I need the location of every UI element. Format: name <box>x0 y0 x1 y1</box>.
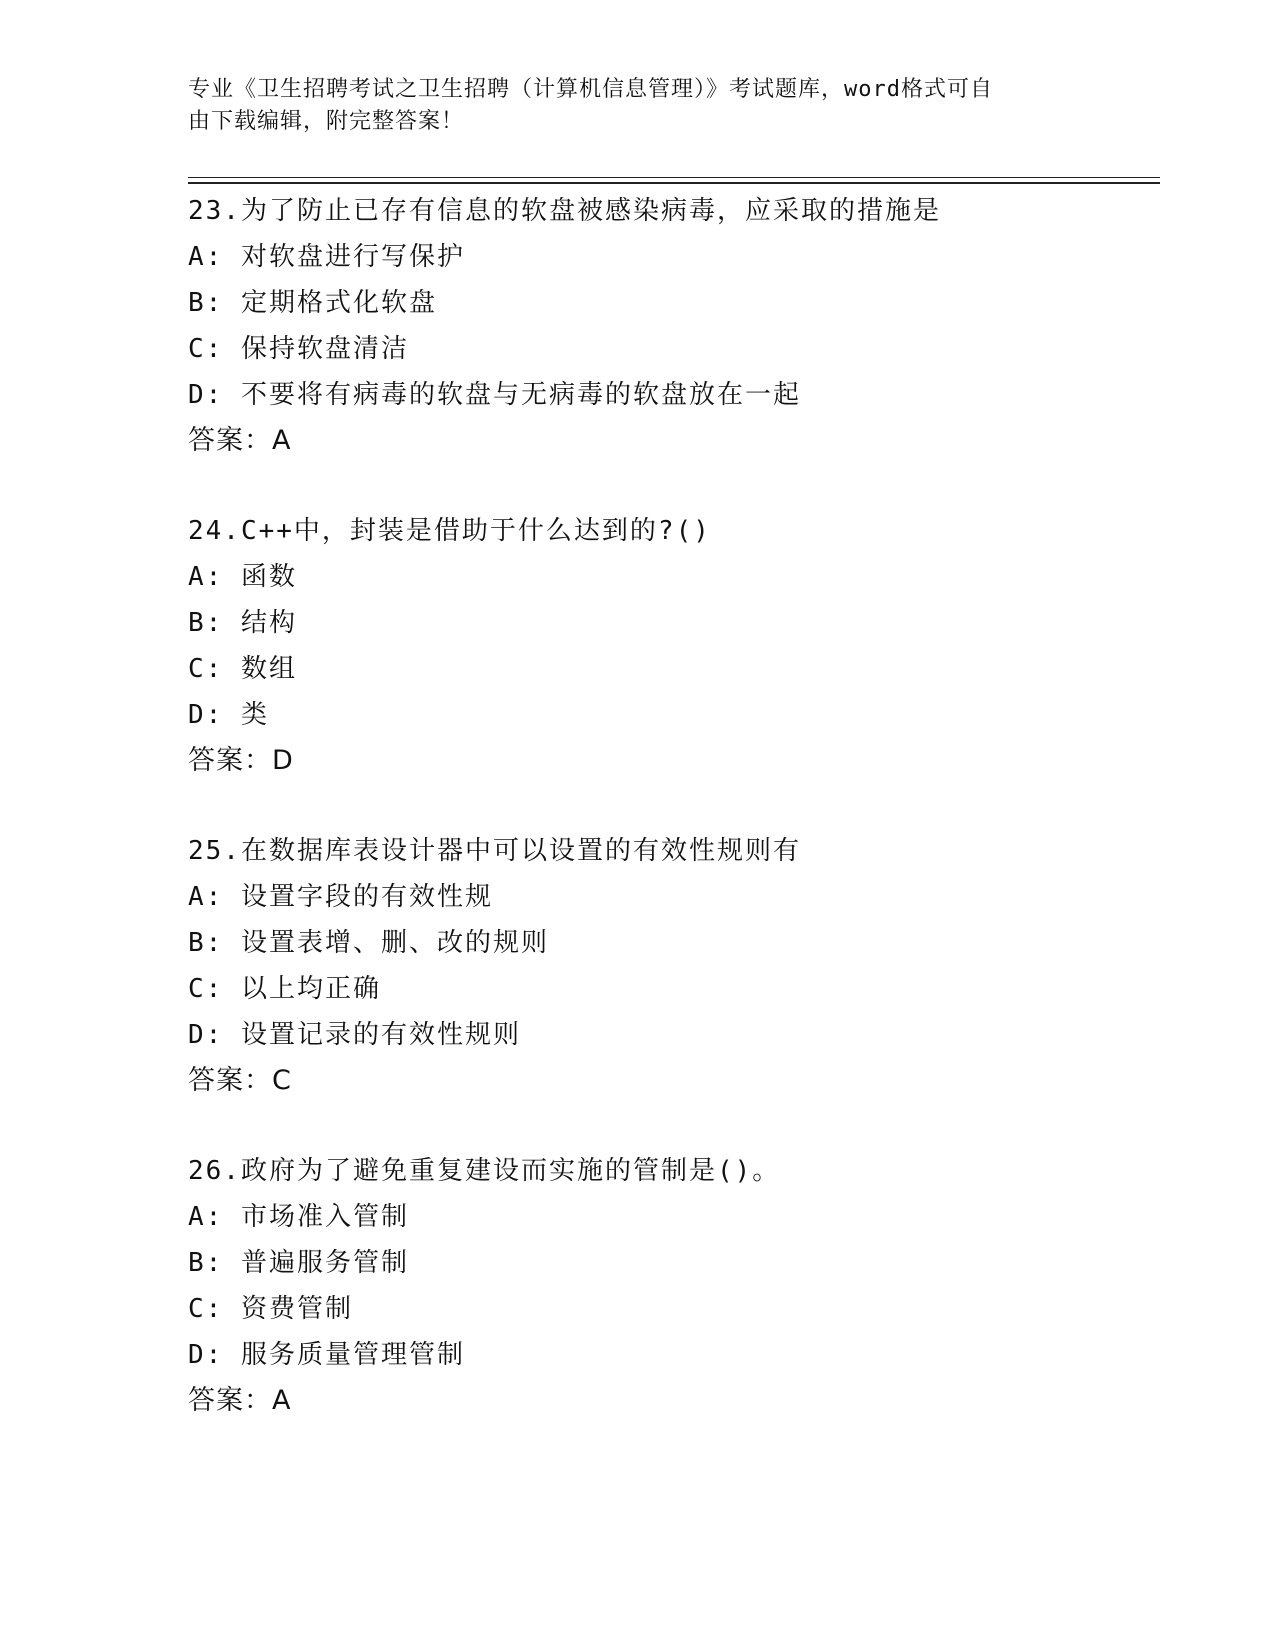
header-line-2: 由下载编辑，附完整答案！ <box>188 109 465 134</box>
answer-line: 答案：D <box>188 745 294 776</box>
header-divider-thick <box>188 182 1160 184</box>
option-c: C: 以上均正确 <box>188 974 381 1004</box>
answer-line: 答案：A <box>188 1385 292 1416</box>
question-26 <box>188 1148 1148 1468</box>
option-b: B: 结构 <box>188 608 297 638</box>
option-a: A: 函数 <box>188 562 297 592</box>
document-header <box>188 74 1088 138</box>
question-stem: 24.C++中，封装是借助于什么达到的?() <box>188 516 711 546</box>
answer-line: 答案：C <box>188 1065 292 1096</box>
question-25 <box>188 828 1148 1148</box>
option-d: D: 服务质量管理管制 <box>188 1340 465 1370</box>
option-d: D: 不要将有病毒的软盘与无病毒的软盘放在一起 <box>188 380 801 410</box>
option-b: B: 普遍服务管制 <box>188 1248 409 1278</box>
question-list <box>188 188 1148 1468</box>
option-d: D: 设置记录的有效性规则 <box>188 1020 521 1050</box>
option-d: D: 类 <box>188 700 269 730</box>
question-24 <box>188 508 1148 828</box>
header-divider-thin <box>188 177 1160 178</box>
option-b: B: 定期格式化软盘 <box>188 288 437 318</box>
question-stem: 25.在数据库表设计器中可以设置的有效性规则有 <box>188 836 801 866</box>
question-stem: 26.政府为了避免重复建设而实施的管制是()。 <box>188 1156 781 1186</box>
answer-line: 答案：A <box>188 425 292 456</box>
option-c: C: 资费管制 <box>188 1294 353 1324</box>
header-line-1: 专业《卫生招聘考试之卫生招聘（计算机信息管理）》考试题库，word格式可自 <box>188 77 993 102</box>
question-23 <box>188 188 1148 508</box>
option-a: A: 对软盘进行写保护 <box>188 242 465 272</box>
option-c: C: 保持软盘清洁 <box>188 334 409 364</box>
option-b: B: 设置表增、删、改的规则 <box>188 928 549 958</box>
option-a: A: 设置字段的有效性规 <box>188 882 493 912</box>
option-c: C: 数组 <box>188 654 297 684</box>
option-a: A: 市场准入管制 <box>188 1202 409 1232</box>
question-stem: 23.为了防止已存有信息的软盘被感染病毒，应采取的措施是 <box>188 196 941 226</box>
